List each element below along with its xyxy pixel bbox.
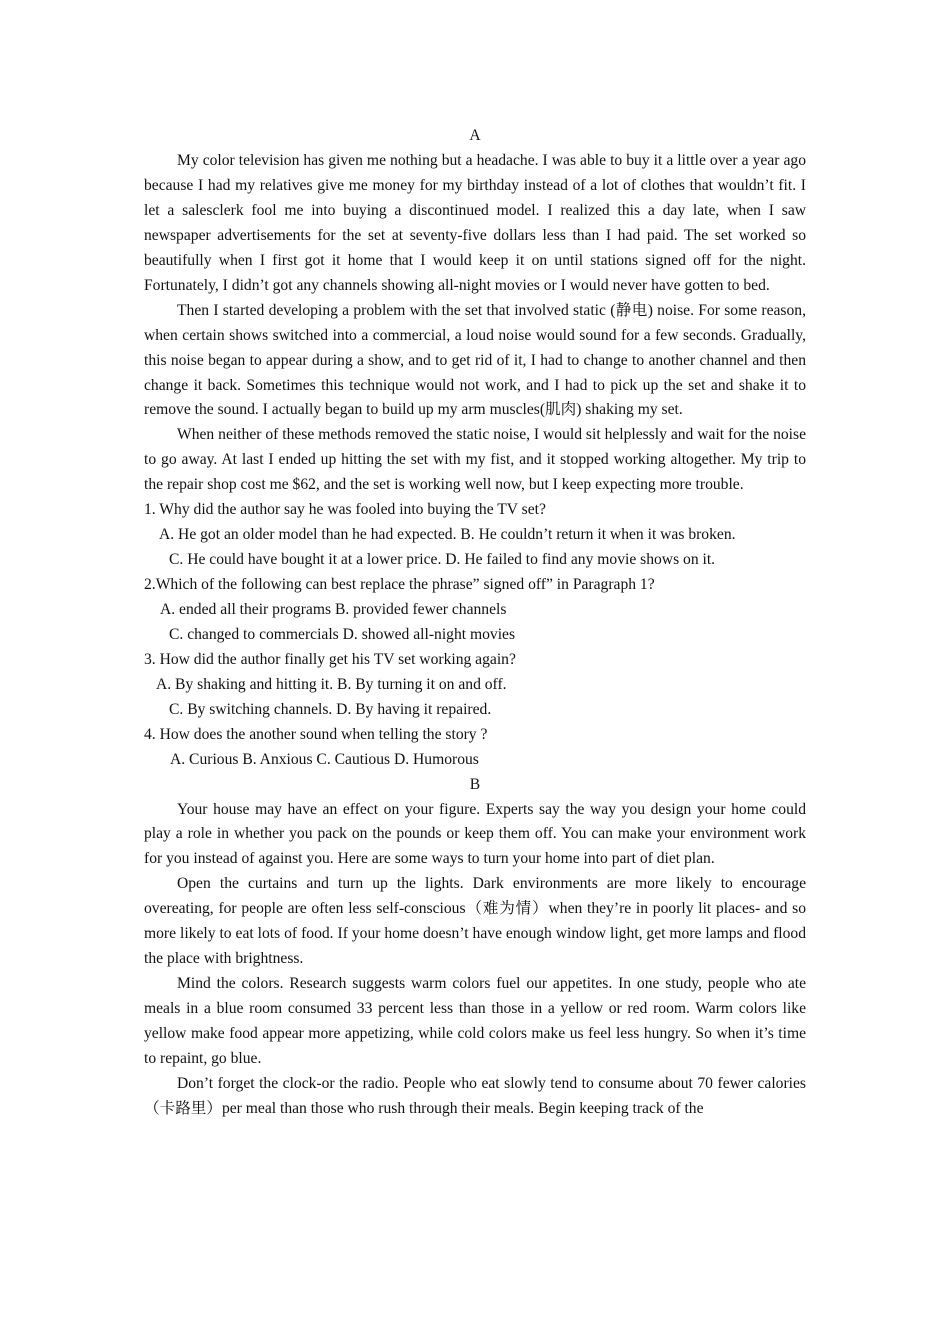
section-heading-b: B xyxy=(469,775,481,793)
section-heading-a: A xyxy=(469,127,481,144)
passage-a-paragraph-2: Then I started developing a problem with the set that involved static (静电) noise. For some reason, when certain shows switched into a commercial, a loud noise would sound for a few seconds. Gradually, this noise began to appear during a show, and to get rid of it, I had to change to another channel and then change it back. Sometimes this technique would not work, and I had to pick up the set and shake it to remove the sound. I actually began to build up my arm muscles(肌肉) shaking my set. xyxy=(144,301,806,419)
question-4-options: A. Curious B. Anxious C. Cautious D. Humorous xyxy=(170,750,479,768)
question-4-stem: 4. How does the another sound when telling the story ? xyxy=(144,725,488,743)
passage-a-paragraph-1: My color television has given me nothing but a headache. I was able to buy it a little over a year ago because I had my relatives give me money for my birthday instead of a lot of clothes that wouldn’t fit. I let a salesclerk fool me into buying a discontinued model. I realized this a day late, when I saw newspaper advertisements for the set at seventy-five dollars less than I had paid. The set worked so beautifully when I first got it home that I would keep it on until stations signed off for the night. Fortunately, I didn’t got any channels showing all-night movies or I would never have gotten to bed. xyxy=(144,151,806,294)
question-1-stem: 1. Why did the author say he was fooled into buying the TV set? xyxy=(144,501,546,519)
question-2-options-line-2: C. changed to commercials D. showed all-night movies xyxy=(169,625,516,643)
question-3-options-line-2: C. By switching channels. D. By having it repaired. xyxy=(169,700,492,718)
question-3-stem: 3. How did the author finally get his TV set working again? xyxy=(144,650,516,668)
passage-b-paragraph-1: Your house may have an effect on your figure. Experts say the way you design your home could play a role in whether you pack on the pounds or keep them off. You can make your environment work for you instead of against you. Here are some ways to turn your home into part of diet plan. xyxy=(144,800,806,868)
document-page xyxy=(144,124,806,1122)
question-1-options-line-2: C. He could have bought it at a lower price. D. He failed to find any movie shows on it. xyxy=(169,551,716,569)
question-3-options-line-1: A. By shaking and hitting it. B. By turning it on and off. xyxy=(156,675,507,693)
question-2-options-line-1: A. ended all their programs B. provided fewer channels xyxy=(160,601,507,619)
passage-a-paragraph-3: When neither of these methods removed the static noise, I would sit helplessly and wait for the noise to go away. At last I ended up hitting the set with my fist, and it stopped working altogether. My trip to the repair shop cost me $62, and the set is working well now, but I keep expecting more trouble. xyxy=(144,426,806,494)
question-2-stem: 2.Which of the following can best replace the phrase” signed off” in Paragraph 1? xyxy=(144,576,655,594)
passage-b-paragraph-3: Mind the colors. Research suggests warm colors fuel our appetites. In one study, people who ate meals in a blue room consumed 33 percent less than those in a yellow or red room. Warm colors like yellow make food appear more appetizing, while cold colors make us feel less hungry. So when it’s time to repaint, go blue. xyxy=(144,975,806,1068)
passage-b-paragraph-2: Open the curtains and turn up the lights. Dark environments are more likely to encourage overeating, for people are often less self-conscious（难为情）when they’re in poorly lit places- and so more likely to eat lots of food. If your home doesn’t have enough window light, get more lamps and flood the place with brightness. xyxy=(144,875,806,968)
question-1-options-line-1: A. He got an older model than he had expected. B. He couldn’t return it when it was broken. xyxy=(159,526,736,544)
passage-b-paragraph-4: Don’t forget the clock-or the radio. People who eat slowly tend to consume about 70 fewer calories（卡路里）per meal than those who rush through their meals. Begin keeping track of the xyxy=(144,1075,806,1117)
